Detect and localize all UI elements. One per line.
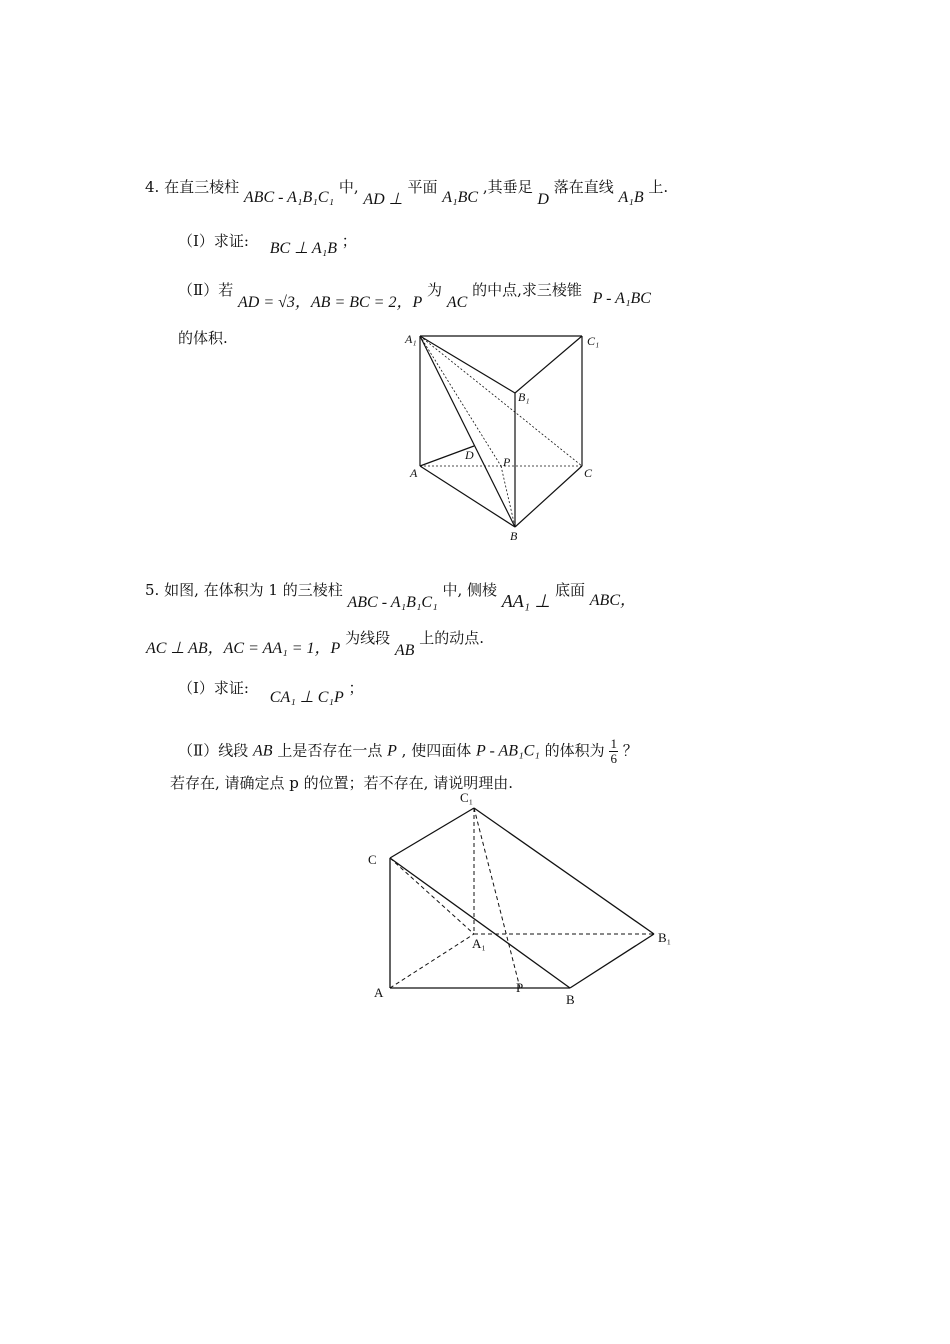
p5-part2: （Ⅱ）线段 AB 上是否存在一点 P , 使四面体 P - AB₁C₁ 的体积为 $\frac{1}{6}$ ？: [178, 736, 638, 766]
p5-part1: （Ⅰ）求证: CA₁ ⊥ C₁P ；: [178, 679, 364, 706]
label-A1: A₁: [472, 936, 486, 951]
label-A: A: [374, 985, 384, 1000]
p4-part2: （Ⅱ）若 AD = √3，AB = BC = 2，P 为 AC 的中点,求三棱锥 P - A₁BC: [178, 281, 651, 311]
label-P: P: [503, 455, 511, 469]
edge-PB-hidden: [501, 466, 515, 527]
label-B: B: [510, 529, 518, 543]
label-B1: B₁: [518, 390, 530, 404]
label-C: C: [584, 466, 593, 480]
edge-BB1: [570, 934, 654, 988]
p4-part2-end: 的体积.: [178, 329, 228, 347]
p4-line1: 4. 在直三棱柱 ABC - A₁B₁C₁ 中, AD ⊥ 平面 A₁BC ,其垂足 D 落在直线 A₁B 上.: [145, 178, 669, 208]
edge-AA1-hidden: [390, 934, 474, 988]
label-A: A: [410, 466, 418, 480]
edge-CA1-hidden: [390, 858, 474, 934]
edge-B1C1: [515, 336, 582, 393]
label-C1: C₁: [460, 790, 474, 805]
label-P: P: [516, 980, 524, 995]
label-C1: C₁: [587, 334, 600, 348]
label-C: C: [368, 852, 377, 867]
p4-part1: （Ⅰ）求证: BC ⊥ A₁B ；: [178, 232, 357, 257]
label-D: D: [465, 448, 474, 462]
edge-AB: [420, 466, 515, 527]
edge-A1C-hidden: [420, 336, 582, 466]
fraction-one-sixth: $\frac{1}{6}$: [610, 736, 617, 766]
p4-figure: [400, 325, 620, 550]
edge-CB: [390, 858, 570, 988]
label-B1: B₁: [658, 930, 672, 945]
p5-figure: [360, 785, 690, 1010]
p5-part2-line2: 若存在, 请确定点 p 的位置；若不存在, 请说明理由.: [170, 774, 513, 792]
edge-CC1: [390, 808, 474, 858]
p5-line2: AC ⊥ AB，AC = AA₁ = 1，P 为线段 AB 上的动点.: [146, 629, 484, 659]
edge-C1B1: [474, 808, 654, 934]
edge-BC: [515, 466, 582, 527]
p4-number: 4.: [145, 178, 160, 196]
edge-A1P-hidden: [420, 336, 501, 466]
label-B: B: [566, 992, 575, 1007]
p5-line1: 5. 如图, 在体积为 1 的三棱柱 ABC - A₁B₁C₁ 中, 侧棱 AA₁ ⊥ 底面 ABC，: [145, 581, 637, 611]
label-A1: A₁: [405, 332, 417, 346]
